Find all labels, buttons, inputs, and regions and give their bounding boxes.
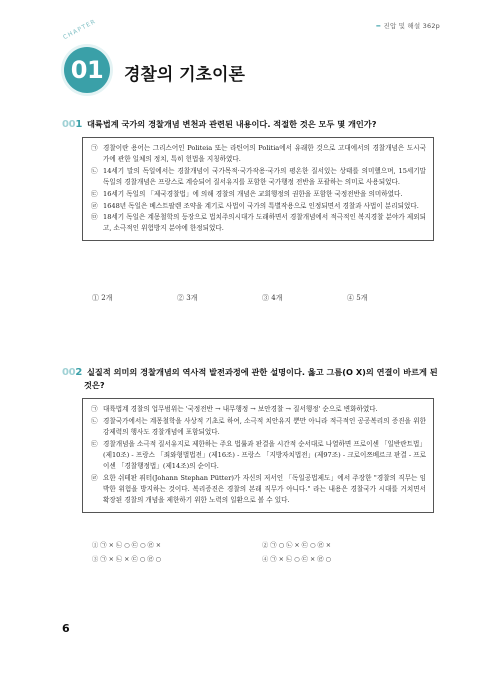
- page-number: 6: [62, 622, 70, 635]
- answer-choice[interactable]: ④ ㉠ × ㉡ ○ ㉢ × ㉣ ○: [262, 556, 332, 563]
- question-number: 001: [62, 119, 82, 130]
- answer-choice[interactable]: ④ 5개: [347, 294, 368, 302]
- question-2-choices: [92, 540, 432, 563]
- answer-choice[interactable]: ③ ㉠ × ㉡ × ㉢ ○ ㉣ ○: [92, 556, 162, 563]
- statement-item: ㉤ 18세기 독일은 계몽철학의 등장으로 법치주의시대가 도래하면서 경찰개념에서 적극적인 복지경찰 분야가 제외되고, 소극적인 위험방지 분야에 한정되었다.: [91, 213, 426, 233]
- running-header: [376, 21, 440, 30]
- question-1: [62, 118, 442, 131]
- statement-item: ㉠ 대륙법계 경찰의 업무범위는 '국정전반 → 내무행정 → 보안경찰 → 질서행정' 순으로 변화하였다.: [91, 405, 378, 413]
- question-2: [62, 366, 442, 392]
- statement-item: ㉣ 요한 쉬테판 퓌터(Johann Stephan Pütter)가 자신의 저서인 「독일공법제도」에서 주장한 "경찰의 직무는 임박한 위험을 방지하는 것이다. 복리증진은 경찰의 본래 직무가 아니다." 라는 내용은 경찰국가 시대를 거치면서 확장된 경찰의 개념을 제한하기 위한 노력의 일환으로 볼 수 있다.: [91, 473, 426, 505]
- question-1-statement-box: [82, 137, 434, 241]
- question-2-statement-box: [82, 398, 434, 513]
- statement-item: ㉣ 1648년 독일은 베스트팔렌 조약을 계기로 사법이 국가의 특별작용으로 인정되면서 경찰과 사법이 분리되었다.: [91, 201, 419, 210]
- chapter-number-badge: 01: [64, 47, 110, 93]
- question-1-choices: [92, 293, 432, 303]
- statement-item: ㉡ 14세기 말의 독일에서는 경찰개념이 국가목적·국가작용·국가의 평온한 질서있는 상태를 의미했으며, 15세기말 독일의 경찰개념은 프랑스로 계승되어 질서유지를 포함한 국가행정 전반을 포괄하는 의미로 사용되었다.: [91, 166, 426, 187]
- answer-choice[interactable]: ① ㉠ × ㉡ ○ ㉢ ○ ㉣ ×: [92, 542, 162, 549]
- question-number: 002: [62, 367, 82, 378]
- statement-item: ㉠ 경찰이란 용어는 그리스어인 Politeia 또는 라틴어의 Politia에서 유래한 것으로 고대에서의 경찰개념은 도시국가에 관한 일체의 정치, 특히 헌법을 지칭하였다.: [91, 144, 426, 164]
- chapter-title: 경찰의 기초이론: [124, 65, 245, 85]
- question-text: 대륙법계 국가의 경찰개념 변천과 관련된 내용이다. 적절한 것은 모두 몇 개인가?: [87, 119, 377, 129]
- header-dash-icon: ━: [376, 22, 381, 30]
- answer-choice[interactable]: ① 2개: [92, 294, 113, 302]
- answer-choice[interactable]: ③ 4개: [262, 294, 283, 302]
- chapter-label: CHAPTER: [62, 17, 98, 42]
- answer-choice[interactable]: ② 3개: [177, 294, 198, 302]
- question-text-line-2: 것은?: [84, 380, 105, 390]
- question-text-line-1: 실질적 의미의 경찰개념의 역사적 발전과정에 관한 설명이다. 옳고 그름(O X)의 연결이 바르게 된: [87, 367, 438, 377]
- statement-item: ㉢ 16세기 독일의 「제국경찰법」에 의해 경찰의 개념은 교회행정의 권한을 포함한 국정전반을 의미하였다.: [91, 189, 403, 198]
- statement-item: ㉡ 경찰국가에서는 계몽철학을 사상적 기초로 하여, 소극적 치안유지 뿐만 아니라 적극적인 공공복리의 증진을 위한 강제력의 행사도 경찰개념에 포함되었다.: [91, 416, 426, 436]
- statement-item: ㉢ 경찰개념을 소극적 질서유지로 제한하는 주요 법률과 판결을 시간적 순서대로 나열하면 프로이센 「일반란트법」(제10조) - 프랑스 「죄와형벌법전」(제16조) - 프랑스 「지방자치법전」(제97조) - 크로이쯔베르크 판결 - 프로이센 「경찰행정법」(제14조)의 순이다.: [91, 439, 426, 471]
- answer-choice[interactable]: ② ㉠ ○ ㉡ × ㉢ ○ ㉣ ×: [262, 542, 332, 549]
- header-section: 진압 및 해설 362p: [383, 22, 440, 30]
